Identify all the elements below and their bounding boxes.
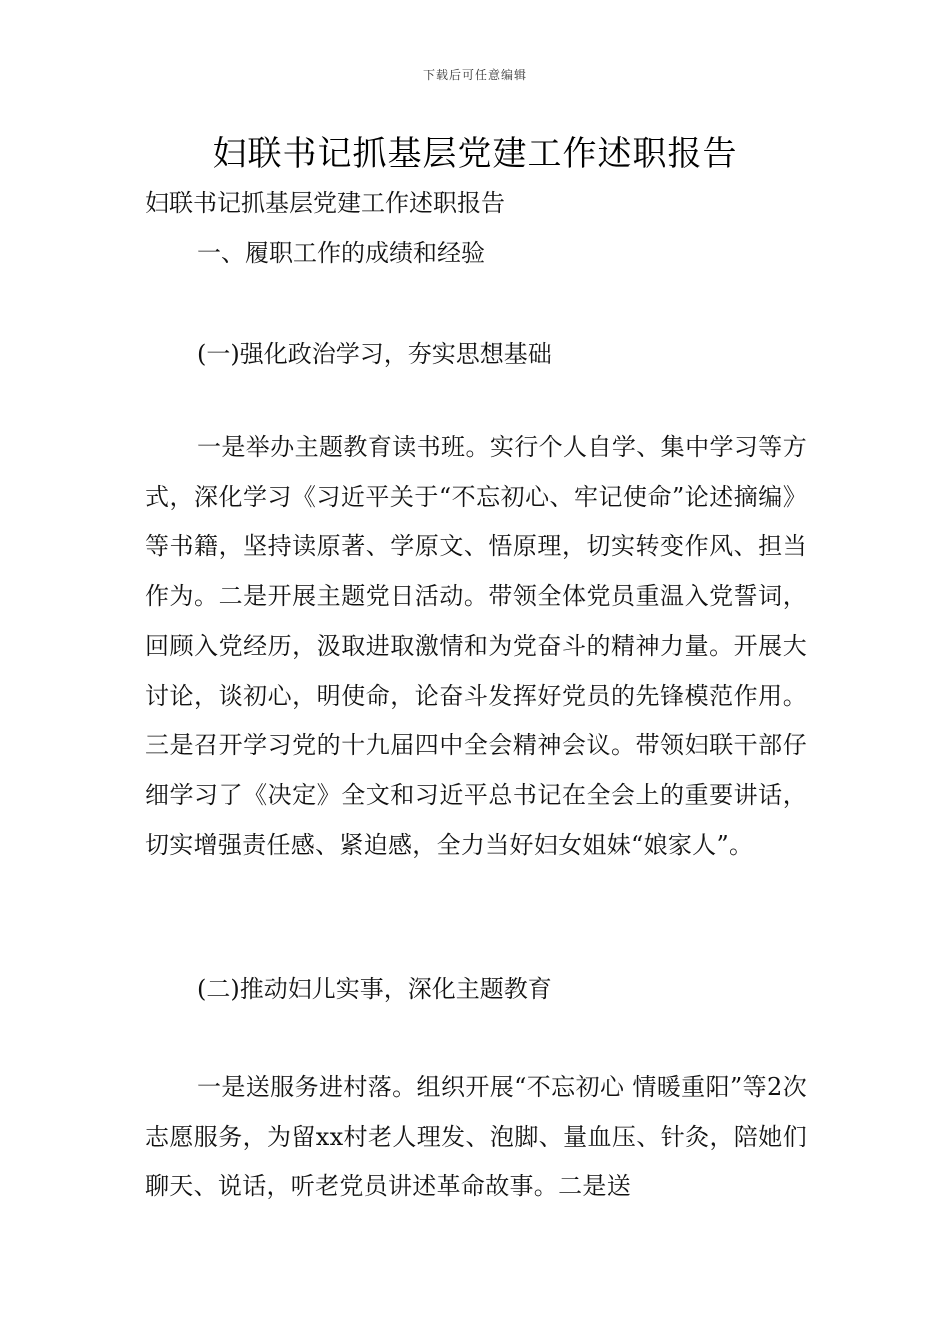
document-subtitle: 妇联书记抓基层党建工作述职报告 [145,189,505,217]
section-heading-1: 一、履职工作的成绩和经验 [197,239,485,267]
subsection-heading-1-1: (一)强化政治学习，夯实思想基础 [197,340,552,368]
body-paragraph-2: 一是送服务进村落。组织开展“不忘初心 情暖重阳”等2次志愿服务，为留xx村老人理发、泡脚、量血压、针灸，陪她们聊天、说话，听老党员讲述革命故事。二是送 [145,1073,807,1201]
subsection-heading-1-2: (二)推动妇儿实事，深化主题教育 [197,975,552,1003]
body-paragraph-1: 一是举办主题教育读书班。实行个人自学、集中学习等方式，深化学习《习近平关于“不忘初心、牢记使命”论述摘编》等书籍，坚持读原著、学原文、悟原理，切实转变作风、担当作为。二是开展主题党日活动。带领全体党员重温入党誓词，回顾入党经历，汲取进取激情和为党奋斗的精神力量。开展大讨论，谈初心，明使命，论奋斗发挥好党员的先锋模范作用。三是召开学习党的十九届四中全会精神会议。带领妇联干部仔细学习了《决定》全文和习近平总书记在全会上的重要讲话，切实增强责任感、紧迫感，全力当好妇女姐妹“娘家人”。 [145,433,807,859]
header-note: 下载后可任意编辑 [422,68,527,82]
document-title: 妇联书记抓基层党建工作述职报告 [212,134,738,174]
